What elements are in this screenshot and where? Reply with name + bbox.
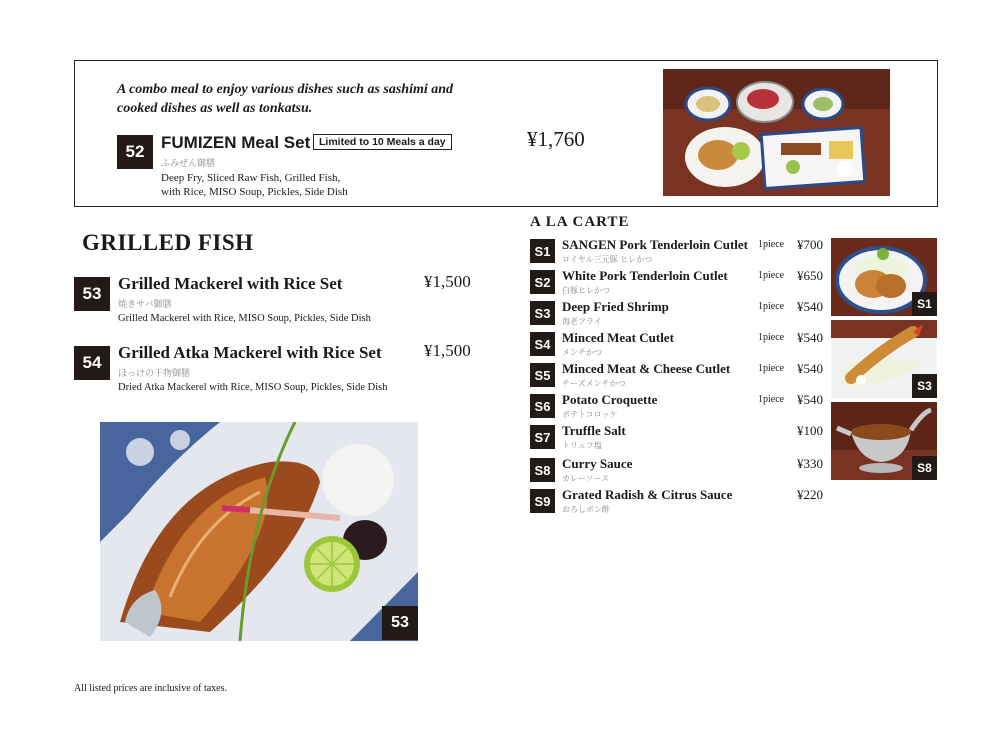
combo-item-name: FUMIZEN Meal Set — [161, 133, 311, 152]
a-la-carte-item — [530, 423, 825, 453]
menu-item-unit: 1piece — [758, 332, 785, 343]
item-code-badge: S8 — [530, 458, 555, 482]
item-code-badge: S1 — [530, 239, 555, 263]
menu-item-price: ¥540 — [797, 330, 823, 345]
section-title-a-la-carte: A LA CARTE — [530, 214, 630, 230]
menu-item-unit: 1piece — [758, 394, 785, 405]
menu-item-unit: 1piece — [758, 270, 785, 281]
limited-badge: Limited to 10 Meals a day — [313, 134, 452, 150]
item-number-badge: 52 — [117, 135, 153, 169]
menu-item-name: Grated Radish & Citrus Sauce — [562, 487, 733, 502]
curry-sauce-photo — [831, 402, 937, 480]
photo-code-badge: S3 — [912, 374, 937, 398]
menu-item-name: Minced Meat & Cheese Cutlet — [562, 361, 731, 376]
a-la-carte-item — [530, 361, 825, 391]
item-code-badge: S2 — [530, 270, 555, 294]
photo-number-badge: 53 — [382, 606, 418, 640]
menu-item-name: Grilled Atka Mackerel with Rice Set — [118, 343, 382, 362]
menu-item-japanese-name: ポテトコロッケ — [562, 410, 618, 419]
menu-item-price: ¥540 — [797, 361, 823, 376]
menu-item-unit: 1piece — [758, 363, 785, 374]
menu-item-description: Grilled Mackerel with Rice, MISO Soup, Pickles, Side Dish — [118, 313, 371, 324]
fried-shrimp-photo — [831, 320, 937, 398]
menu-item-name: Minced Meat Cutlet — [562, 330, 674, 345]
menu-item-price: ¥650 — [797, 268, 823, 283]
item-code-badge: S4 — [530, 332, 555, 356]
a-la-carte-item — [530, 487, 825, 517]
item-code-badge: S7 — [530, 425, 555, 449]
a-la-carte-item — [530, 456, 825, 486]
a-la-carte-item — [530, 392, 825, 422]
a-la-carte-item — [530, 330, 825, 360]
menu-item-japanese-name: ロイヤル三元豚 ヒレかつ — [562, 255, 653, 264]
combo-meal-box — [74, 60, 938, 207]
menu-item-price: ¥220 — [797, 487, 823, 502]
menu-item-price: ¥540 — [797, 392, 823, 407]
pork-cutlet-photo — [831, 238, 937, 316]
grilled-mackerel-photo — [100, 422, 418, 641]
menu-item-name: White Pork Tenderloin Cutlet — [562, 268, 728, 283]
menu-item-japanese-name: カレーソース — [562, 474, 610, 483]
item-number-badge: 54 — [74, 346, 110, 380]
menu-item-japanese-name: 白豚ヒレかつ — [562, 286, 610, 295]
menu-item-description: Dried Atka Mackerel with Rice, MISO Soup, Pickles, Side Dish — [118, 382, 388, 393]
section-title-grilled-fish: GRILLED FISH — [82, 230, 254, 255]
menu-item-japanese-name: チーズメンチかつ — [562, 379, 626, 388]
combo-meal-photo — [663, 69, 890, 196]
a-la-carte-item — [530, 237, 825, 267]
menu-item-japanese-name: 海老フライ — [562, 317, 602, 326]
menu-item-name: Grilled Mackerel with Rice Set — [118, 274, 343, 293]
menu-item-price: ¥1,500 — [424, 341, 471, 360]
photo-code-badge: S1 — [912, 292, 937, 316]
a-la-carte-item — [530, 299, 825, 329]
menu-item-name: Deep Fried Shrimp — [562, 299, 669, 314]
menu-item-name: Curry Sauce — [562, 456, 633, 471]
menu-item-japanese-name: メンチかつ — [562, 348, 602, 357]
combo-price: ¥1,760 — [527, 127, 585, 151]
menu-item-japanese-name: ほっけの干物御膳 — [118, 369, 191, 379]
a-la-carte-item — [530, 268, 825, 298]
menu-item-name: SANGEN Pork Tenderloin Cutlet — [562, 237, 748, 252]
combo-tagline: A combo meal to enjoy various dishes such as sashimi and cooked dishes as well as tonkatsu. — [117, 82, 454, 116]
item-code-badge: S5 — [530, 363, 555, 387]
item-number-badge: 53 — [74, 277, 110, 311]
menu-item-price: ¥100 — [797, 423, 823, 438]
menu-item-name: Truffle Salt — [562, 423, 626, 438]
menu-item-japanese-name: トリュフ塩 — [562, 441, 602, 450]
menu-item-name: Potato Croquette — [562, 392, 658, 407]
tax-note: All listed prices are inclusive of taxes. — [74, 683, 228, 694]
item-code-badge: S9 — [530, 489, 555, 513]
item-code-badge: S3 — [530, 301, 555, 325]
menu-item-price: ¥330 — [797, 456, 823, 471]
menu-item-unit: 1piece — [758, 301, 785, 312]
item-code-badge: S6 — [530, 394, 555, 418]
photo-code-badge: S8 — [912, 456, 937, 480]
combo-japanese-name: ふみぜん御膳 — [161, 159, 216, 169]
menu-item-unit: 1piece — [758, 239, 785, 250]
menu-item-price: ¥540 — [797, 299, 823, 314]
combo-description-line1: Deep Fry, Sliced Raw Fish, Grilled Fish, — [161, 172, 341, 184]
menu-item-japanese-name: おろしポン酢 — [562, 505, 610, 514]
menu-item-price: ¥1,500 — [424, 272, 471, 291]
menu-item-price: ¥700 — [797, 237, 823, 252]
menu-item-japanese-name: 焼きサバ御膳 — [118, 300, 172, 310]
combo-description-line2: with Rice, MISO Soup, Pickles, Side Dish — [161, 186, 348, 198]
